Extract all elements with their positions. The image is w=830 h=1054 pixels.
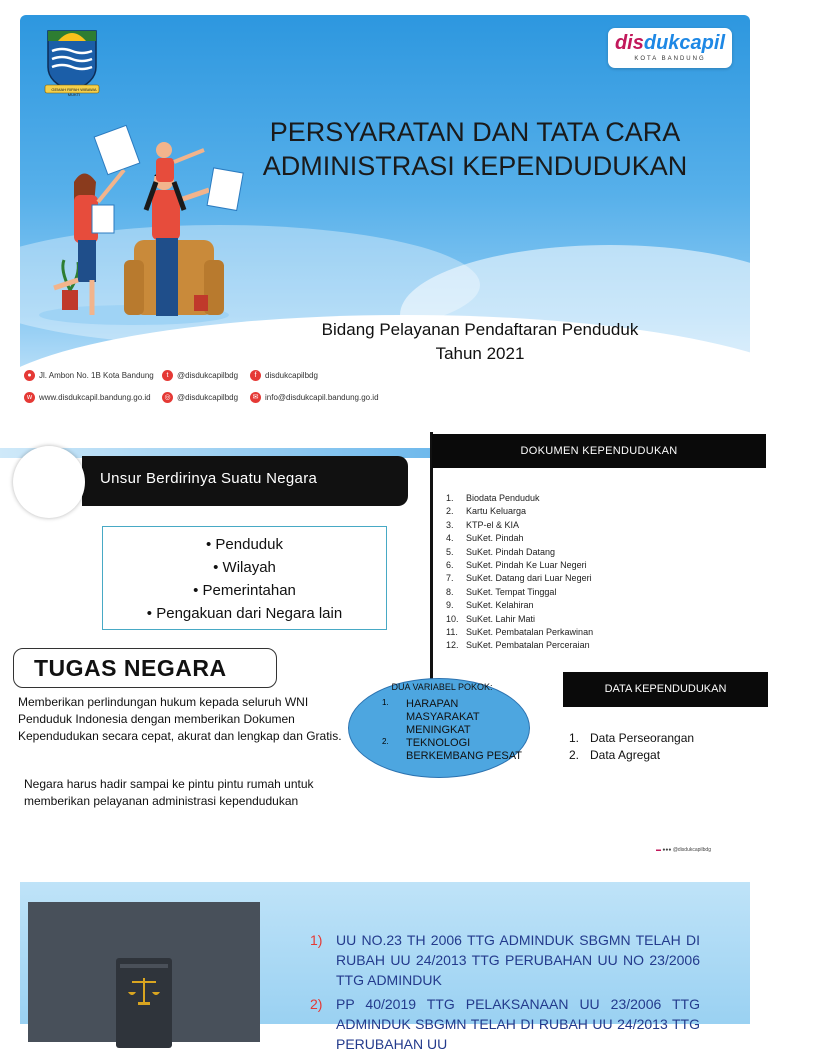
facebook-icon: f xyxy=(250,370,261,381)
scales-icon xyxy=(116,958,172,1048)
list-item-label: Data Agregat xyxy=(590,748,661,762)
list-item-label: SuKet. Datang dari Luar Negeri xyxy=(466,573,592,584)
unsur-list xyxy=(103,533,386,625)
list-item: 9. SuKet. Kelahiran xyxy=(446,600,534,611)
list-item-label: SuKet. Pembatalan Perkawinan xyxy=(466,627,594,638)
tugas-paragraph-1: Memberikan perlindungan hukum kepada seluruh WNI Penduduk Indonesia dengan memberikan Dokumen Kependudukan secara cepat, akurat dan lengkap dan Gratis. xyxy=(18,695,342,743)
list-item-label: Data Perseorangan xyxy=(590,731,695,745)
list-item: 3. KTP-el & KIA xyxy=(446,519,520,530)
law-book-icon xyxy=(116,958,172,1048)
list-item-label: SuKet. Tempat Tinggal xyxy=(466,586,557,597)
list-item: 8. SuKet. Tempat Tinggal xyxy=(446,586,557,597)
list-item-label: Biodata Penduduk xyxy=(466,493,540,503)
law-number: 1) xyxy=(310,932,323,948)
list-item: • Wilayah xyxy=(103,556,386,579)
unsur-title-bar: Unsur Berdirinya Suatu Negara xyxy=(82,456,408,506)
list-item-label: KTP-el & KIA xyxy=(466,519,520,530)
contact-website xyxy=(24,392,151,403)
contact-text: Jl. Ambon No. 1B Kota Bandung xyxy=(39,371,154,380)
tugas-paragraph-2: Negara harus hadir sampai ke pintu pintu rumah untuk memberikan pelayanan administrasi kependudukan xyxy=(24,777,314,808)
list-item-label: Kartu Keluarga xyxy=(466,506,527,517)
list-item: 6. SuKet. Pindah Ke Luar Negeri xyxy=(446,560,587,571)
list-item-label: SuKet. Pindah xyxy=(466,533,524,544)
legal-basis-slide xyxy=(20,882,750,1052)
footer-logo-icon: ▬ xyxy=(656,847,661,853)
location-icon: ● xyxy=(24,370,35,381)
list-item: 2. Kartu Keluarga xyxy=(446,506,527,517)
unsur-list-box xyxy=(102,526,387,630)
instagram-icon: ◎ xyxy=(162,392,173,403)
brand-subtitle: KOTA BANDUNG xyxy=(634,56,706,62)
disdukcapil-logo xyxy=(608,28,732,68)
cover-slide xyxy=(20,15,750,415)
contact-text: disdukcapilbdg xyxy=(265,371,318,380)
list-item-label: SuKet. Kelahiran xyxy=(466,600,534,611)
list-item: 5. SuKet. Pindah Datang xyxy=(446,546,556,557)
contact-facebook xyxy=(250,370,318,381)
divider xyxy=(430,432,433,692)
contact-address xyxy=(24,370,154,381)
brand-part1: dis xyxy=(614,32,644,54)
social-icons: ●●● xyxy=(662,847,672,853)
contact-text: info@disdukcapil.bandung.go.id xyxy=(265,393,379,402)
dokumen-heading: DOKUMEN KEPENDUDUKAN xyxy=(432,434,766,468)
email-icon: ✉ xyxy=(250,392,261,403)
cover-title xyxy=(220,115,730,183)
list-item-label: TEKNOLOGI BERKEMBANG PESAT xyxy=(406,737,522,762)
cover-title-line1: PERSYARATAN DAN TATA CARA xyxy=(269,117,681,147)
list-item-label: SuKet. Pembatalan Perceraian xyxy=(466,640,590,651)
bandung-crest-logo xyxy=(42,27,102,95)
cover-subtitle-line1: Bidang Pelayanan Pendaftaran Penduduk xyxy=(321,320,639,339)
contact-text: www.disdukcapil.bandung.go.id xyxy=(39,393,151,402)
cover-subtitle xyxy=(270,318,690,366)
data-list xyxy=(569,730,694,764)
footer-social-handle xyxy=(656,847,711,853)
dokumen-list xyxy=(446,492,746,653)
list-item-label: SuKet. Pindah Ke Luar Negeri xyxy=(466,560,587,571)
law-number: 2) xyxy=(310,996,323,1012)
list-item: 4. SuKet. Pindah xyxy=(446,533,524,544)
list-item: 2. Data Agregat xyxy=(569,748,661,762)
web-icon: w xyxy=(24,392,35,403)
variabel-title: DUA VARIABEL POKOK: xyxy=(391,682,493,692)
list-item xyxy=(310,930,700,990)
content-slide xyxy=(0,432,768,864)
list-item: 1. HARAPAN MASYARAKAT MENINGKAT xyxy=(382,698,522,737)
tugas-negara-heading: TUGAS NEGARA xyxy=(13,648,277,688)
list-item: • Penduduk xyxy=(103,533,386,556)
data-kependudukan-heading: DATA KEPENDUDUKAN xyxy=(563,672,768,707)
contact-instagram xyxy=(162,392,238,403)
list-item: 1. Biodata Penduduk xyxy=(446,493,540,503)
contact-text: @disdukcapilbdg xyxy=(177,371,239,380)
list-item: 10. SuKet. Lahir Mati xyxy=(446,613,536,624)
list-item: 1. Data Perseorangan xyxy=(569,731,695,745)
twitter-icon: t xyxy=(162,370,173,381)
list-item-label: SuKet. Lahir Mati xyxy=(466,613,536,624)
contact-text: @disdukcapilbdg xyxy=(177,393,239,402)
list-item: 12. SuKet. Pembatalan Perceraian xyxy=(446,640,590,651)
list-item: 11. SuKet. Pembatalan Perkawinan xyxy=(446,627,594,638)
footer-handle-text: @disdukcapilbdg xyxy=(672,847,711,853)
cover-title-line2: ADMINISTRASI KEPENDUDUKAN xyxy=(262,151,688,181)
family-illustration xyxy=(34,110,234,330)
law-text: UU NO.23 TH 2006 TTG ADMINDUK SBGMN TELAH DI RUBAH UU 24/2013 TTG PERUBAHAN UU NO 23/2006 TTG ADMINDUK xyxy=(336,932,700,988)
contact-twitter xyxy=(162,370,238,381)
list-item: • Pengakuan dari Negara lain xyxy=(103,602,386,625)
variabel-list xyxy=(382,698,522,763)
list-item-label: SuKet. Pindah Datang xyxy=(466,546,556,557)
list-item-label: HARAPAN MASYARAKAT MENINGKAT xyxy=(406,698,480,736)
list-item: • Pemerintahan xyxy=(103,579,386,602)
cover-subtitle-line2: Tahun 2021 xyxy=(435,344,525,363)
list-item xyxy=(310,994,700,1054)
brand-part2: dukcapil xyxy=(643,32,726,54)
list-item: 7. SuKet. Datang dari Luar Negeri xyxy=(446,573,592,584)
law-text: PP 40/2019 TTG PELAKSANAAN UU 23/2006 TTG ADMINDUK SBGMN TELAH DI RUBAH UU 24/2013 TTG PERUBAHAN UU xyxy=(336,996,700,1052)
crest-motto: GEMAH RIPAH WIBAWA MUKTI xyxy=(51,87,97,97)
legal-basis-list xyxy=(310,930,700,1054)
contact-email xyxy=(250,392,379,403)
decorative-circle xyxy=(13,446,85,518)
list-item: 2. TEKNOLOGI BERKEMBANG PESAT xyxy=(382,737,522,762)
